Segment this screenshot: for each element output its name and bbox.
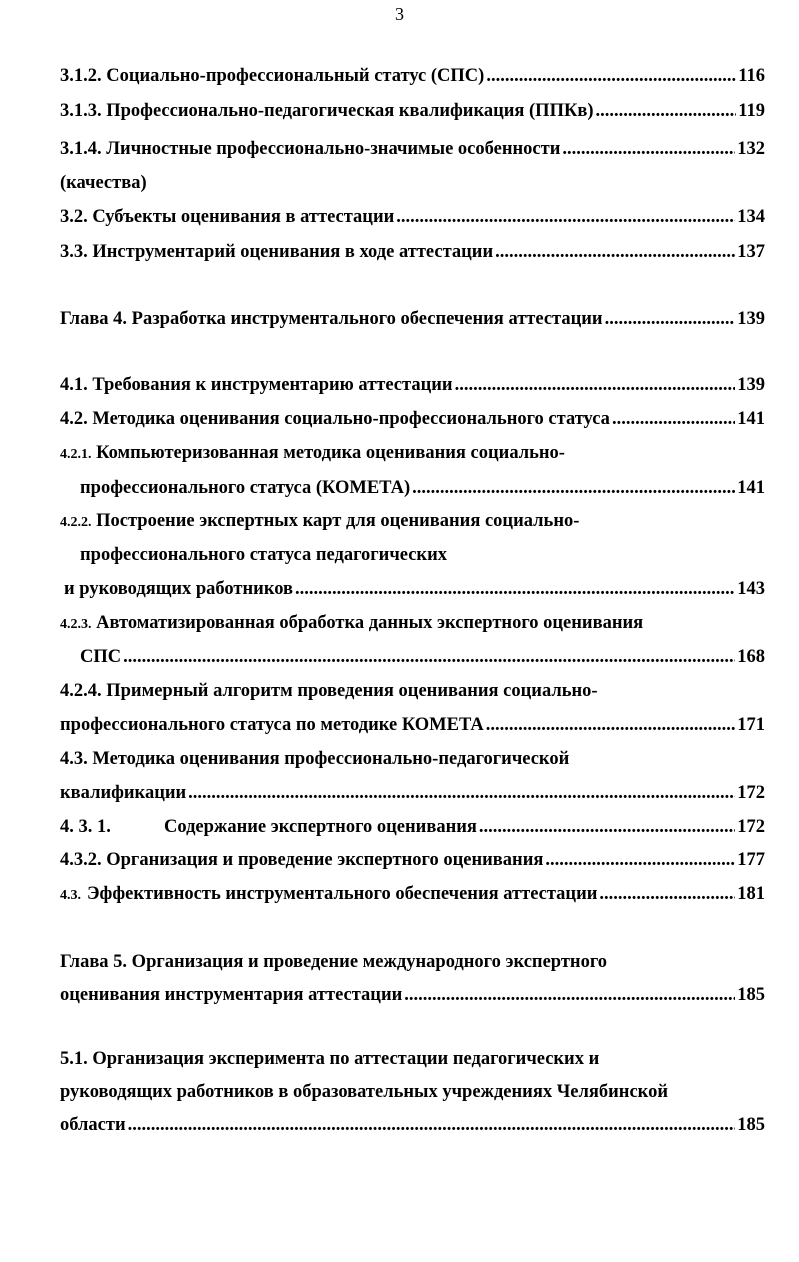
- toc-entry-number: 4. 3. 1.: [60, 817, 111, 837]
- toc-entry-4-1: [60, 373, 765, 397]
- toc-chapter-5-line1: Глава 5. Организация и проведение международного экспертного: [60, 952, 608, 972]
- toc-page-number: 132: [737, 139, 765, 159]
- toc-entry-title: Содержание экспертного оценивания: [164, 817, 477, 837]
- toc-entry-title: Построение экспертных карт для оценивания социально-: [96, 511, 580, 531]
- toc-leader-dots: [596, 99, 737, 123]
- toc-entry-3-3: [60, 240, 765, 264]
- toc-entry-4-2-1-line2: [80, 476, 765, 500]
- toc-chapter-5-line2: [60, 983, 765, 1007]
- toc-page-number: 119: [738, 101, 765, 121]
- toc-entry-4-3-2: [60, 848, 765, 872]
- toc-chapter-4: [60, 307, 765, 331]
- toc-page-number: 172: [737, 783, 765, 803]
- toc-page-number: 141: [737, 478, 765, 498]
- toc-entry-4-2-3-line2: [80, 645, 765, 669]
- toc-leader-dots: [295, 577, 735, 601]
- toc-entry-title: 3.1.4. Личностные профессионально-значимые особенности: [60, 139, 561, 159]
- toc-entry-4-2-3-line1: [60, 611, 643, 637]
- toc-leader-dots: [128, 1113, 736, 1137]
- toc-entry-4-2: [60, 407, 765, 431]
- toc-entry-title: 3.1.2. Социально-профессиональный статус (СПС): [60, 66, 485, 86]
- toc-leader-dots: [486, 64, 736, 88]
- toc-page-number: 137: [737, 242, 765, 262]
- toc-leader-dots: [404, 983, 735, 1007]
- toc-entry-4-2-2-line1: [60, 509, 579, 535]
- toc-entry-number: 4.2.3.: [60, 617, 92, 632]
- toc-leader-dots: [545, 848, 735, 872]
- toc-leader-dots: [562, 137, 735, 161]
- toc-entry-title: квалификации: [60, 783, 187, 803]
- toc-entry-title: Автоматизированная обработка данных экспертного оценивания: [96, 613, 644, 633]
- page-number: 3: [395, 4, 404, 24]
- toc-entry-3-1-4: [60, 137, 765, 161]
- toc-entry-number: 4.3.: [60, 888, 81, 903]
- toc-page-number: 139: [737, 375, 765, 395]
- toc-entry-title: и руководящих работников: [64, 579, 294, 599]
- toc-leader-dots: [396, 205, 735, 229]
- toc-page-number: 185: [737, 985, 765, 1005]
- toc-leader-dots: [479, 815, 735, 839]
- toc-page-number: 134: [737, 207, 765, 227]
- toc-entry-5-1-line2: руководящих работников в образовательных учреждениях Челябинской: [60, 1082, 668, 1102]
- toc-page-number: 177: [737, 850, 765, 870]
- toc-entry-5-1-line1: 5.1. Организация эксперимента по аттестации педагогических и: [60, 1049, 600, 1069]
- toc-entry-4-3-effectiveness: [60, 882, 765, 908]
- toc-entry-4-2-2-line2: профессионального статуса педагогических: [80, 545, 447, 565]
- toc-entry-4-2-4-line2: [60, 713, 765, 737]
- toc-entry-4-2-4-line1: 4.2.4. Примерный алгоритм проведения оценивания социально-: [60, 681, 598, 701]
- toc-entry-3-1-2: [60, 64, 765, 88]
- toc-leader-dots: [612, 407, 735, 431]
- toc-entry-title: 3.2. Субъекты оценивания в аттестации: [60, 207, 395, 227]
- toc-page-number: 181: [737, 884, 765, 904]
- toc-entry-title: профессионального статуса по методике КОМЕТА: [60, 715, 484, 735]
- toc-entry-title: области: [60, 1115, 126, 1135]
- toc-entry-3-1-3: [60, 99, 765, 123]
- toc-leader-dots: [495, 240, 735, 264]
- toc-page-number: 171: [737, 715, 765, 735]
- toc-page-number: 141: [737, 409, 765, 429]
- toc-page-number: 168: [737, 647, 765, 667]
- toc-entry-4-2-2-line3: [64, 577, 765, 601]
- toc-entry-title: оценивания инструментария аттестации: [60, 985, 403, 1005]
- toc-entry-title: 4.3.2. Организация и проведение экспертного оценивания: [60, 850, 544, 870]
- toc-leader-dots: [412, 476, 735, 500]
- toc-entry-title: Глава 4. Разработка инструментального обеспечения аттестации: [60, 309, 603, 329]
- toc-leader-dots: [188, 781, 735, 805]
- toc-entry-4-3-line2: [60, 781, 765, 805]
- toc-entry-title: Эффективность инструментального обеспечения аттестации: [87, 884, 598, 904]
- toc-entry-number: 4.2.2.: [60, 515, 92, 530]
- toc-entry-4-3-1: [60, 815, 765, 839]
- toc-leader-dots: [486, 713, 736, 737]
- toc-leader-dots: [455, 373, 736, 397]
- toc-page-number: 185: [737, 1115, 765, 1135]
- toc-leader-dots: [123, 645, 735, 669]
- toc-entry-title: профессионального статуса (КОМЕТА): [80, 478, 411, 498]
- toc-entry-title: Компьютеризованная методика оценивания социально-: [96, 443, 565, 463]
- toc-entry-5-1-line3: [60, 1113, 765, 1137]
- toc-page-number: 139: [737, 309, 765, 329]
- toc-entry-title: СПС: [80, 647, 122, 667]
- toc-page-number: 116: [738, 66, 765, 86]
- toc-entry-title: 4.2. Методика оценивания социально-профессионального статуса: [60, 409, 610, 429]
- toc-entry-title: 3.3. Инструментарий оценивания в ходе аттестации: [60, 242, 494, 262]
- toc-entry-4-3-line1: 4.3. Методика оценивания профессионально-педагогической: [60, 749, 570, 769]
- toc-entry-3-1-4-continuation: (качества): [60, 173, 147, 193]
- toc-entry-title: 4.1. Требования к инструментарию аттестации: [60, 375, 453, 395]
- toc-page-number: 172: [737, 817, 765, 837]
- toc-leader-dots: [599, 882, 735, 906]
- toc-entry-number: 4.2.1.: [60, 447, 92, 462]
- toc-page-number: 143: [737, 579, 765, 599]
- toc-leader-dots: [605, 307, 736, 331]
- toc-entry-4-2-1-line1: [60, 441, 565, 467]
- toc-entry-title: 3.1.3. Профессионально-педагогическая квалификация (ППКв): [60, 101, 594, 121]
- toc-entry-3-2: [60, 205, 765, 229]
